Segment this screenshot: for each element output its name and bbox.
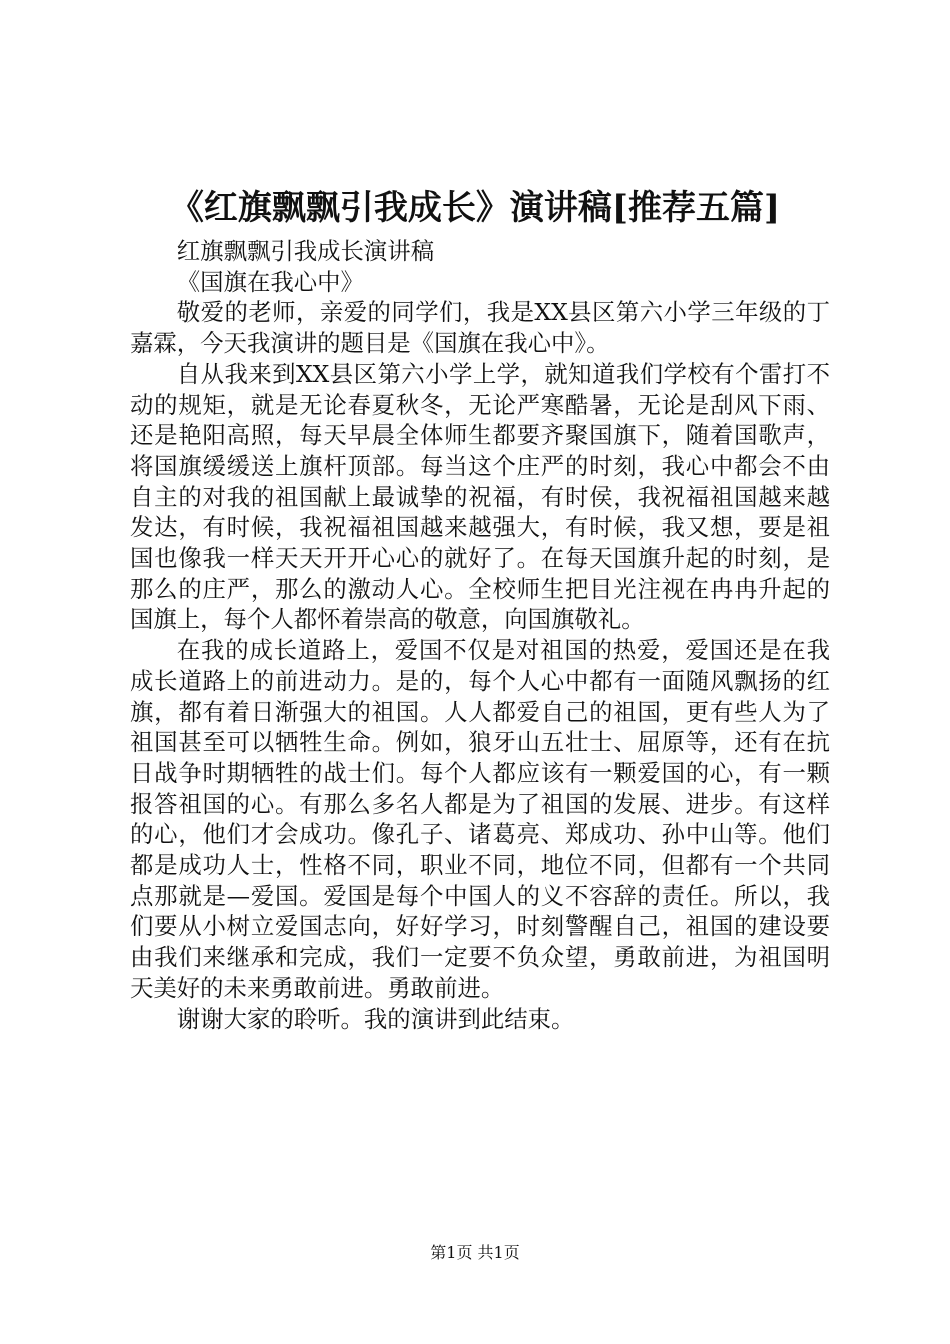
- document-body: [130, 236, 830, 1034]
- subtitle: 红旗飘飘引我成长演讲稿: [176, 237, 435, 265]
- paragraph: 谢谢大家的聆听。我的演讲到此结束。: [176, 1004, 575, 1033]
- paragraph: 自从我来到XX县区第六小学上学，就知道我们学校有个雷打不动的规矩，就是无论春夏秋冬，无论严寒酷暑，无论是刮风下雨、还是艳阳高照，每天早晨全体师生都要齐聚国旗下，随着国歌声，将国旗缓缓送上旗杆顶部。每当这个庄严的时刻，我心中都会不由自主的对我的祖国献上最诚挚的祝福，有时侯，我祝福祖国越来越发达，有时候，我祝福祖国越来越强大，有时候，我又想，要是祖国也像我一样天天开开心心的就好了。在每天国旗升起的时刻，是那么的庄严，那么的激动人心。全校师生把目光注视在冉冉升起的国旗上，每个人都怀着崇高的敬意，向国旗敬礼。: [130, 359, 830, 634]
- page-footer: 第1页 共1页: [430, 1243, 520, 1262]
- document-title: 《红旗飘飘引我成长》演讲稿[推荐五篇]: [169, 188, 781, 228]
- paragraph: 在我的成长道路上，爱国不仅是对祖国的热爱，爱国还是在我成长道路上的前进动力。是的，每个人心中都有一面随风飘扬的红旗，都有着日渐强大的祖国。人人都爱自己的祖国，更有些人为了祖国甚至可以牺牲生命。例如，狼牙山五壮士、屈原等，还有在抗日战争时期牺牲的战士们。每个人都应该有一颗爱国的心，有一颗报答祖国的心。有那么多名人都是为了祖国的发展、进步。有这样的心，他们才会成功。像孔子、诸葛亮、郑成功、孙中山等。他们都是成功人士，性格不同，职业不同，地位不同，但都有一个共同点那就是—爱国。爱国是每个中国人的义不容辞的责任。所以，我们要从小树立爱国志向，好好学习，时刻警醒自己，祖国的建设要由我们来继承和完成，我们一定要不负众望，勇敢前进，为祖国明天美好的未来勇敢前进。勇敢前进。: [130, 636, 830, 1002]
- paragraph: 敬爱的老师，亲爱的同学们，我是XX县区第六小学三年级的丁嘉霖，今天我演讲的题目是《国旗在我心中》。: [130, 298, 830, 358]
- speech-title: 《国旗在我心中》: [176, 267, 364, 296]
